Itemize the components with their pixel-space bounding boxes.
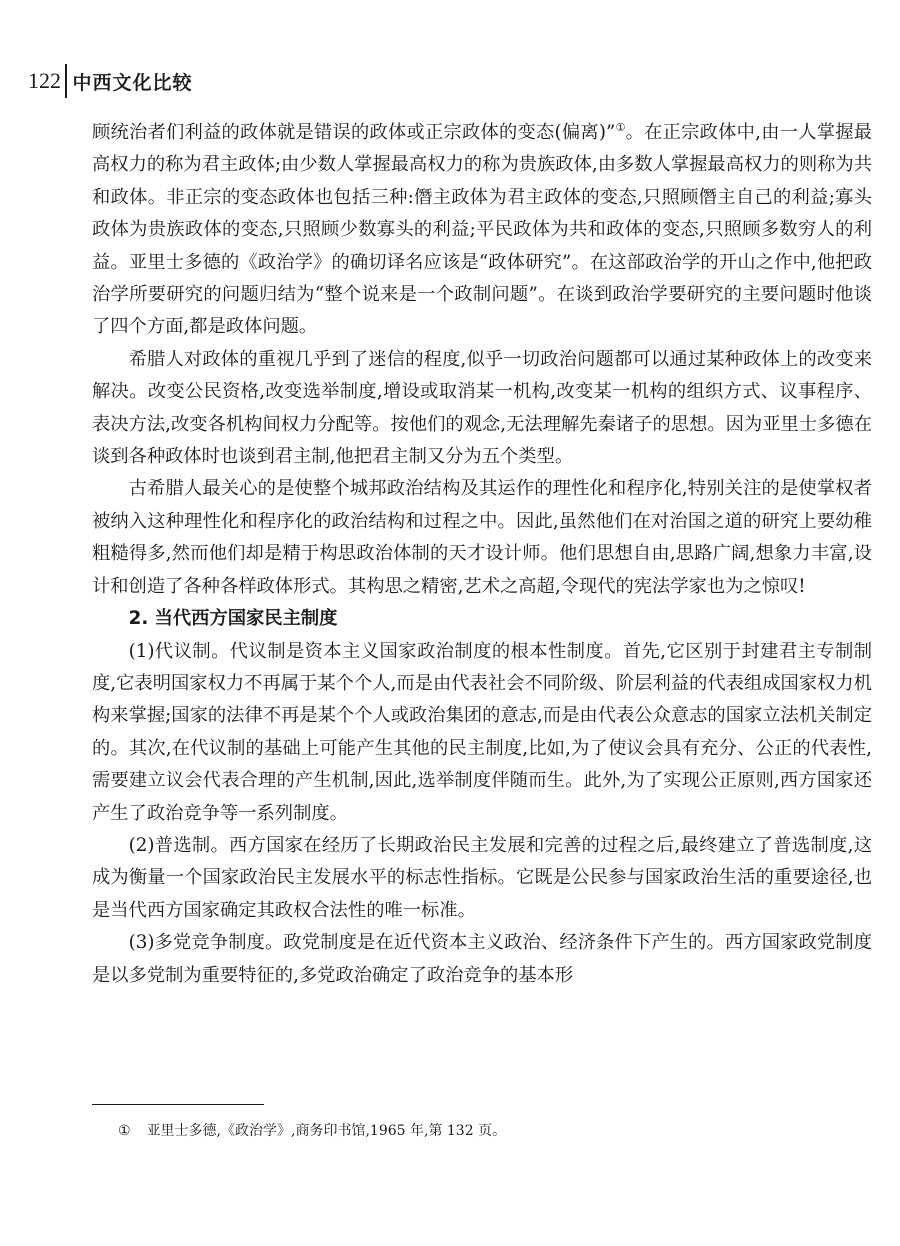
footnote-reference: ① [615, 120, 626, 134]
footnote-text: 亚里士多德,《政治学》,商务印书馆,1965 年,第 132 页。 [146, 1123, 507, 1139]
page-number: 122 [28, 68, 61, 93]
paragraph-2: 希腊人对政体的重视几乎到了迷信的程度,似乎一切政治问题都可以通过某种政体上的改变来解决。改变公民资格,改变选举制度,增设或取消某一机构,改变某一机构的组织方式、议事程序、表决方法,改变各机构间权力分配等。按他们的观念,无法理解先秦诸子的思想。因为亚里士多德在谈到各种政体时也谈到君主制,他把君主制又分为五个类型。 [92, 348, 872, 468]
body-text [92, 117, 872, 992]
paragraph-3: 古希腊人最关心的是使整个城邦政治结构及其运作的理性化和程序化,特别关注的是使掌权者被纳入这种理性化和程序化的政治结构和过程之中。因此,虽然他们在对治国之道的研究上要幼稚粗糙得多,然而他们却是精于构思政治体制的天才设计师。他们思想自由,思路广阔,想象力丰富,设计和创造了各种各样政体形式。其构思之精密,艺术之高超,令现代的宪法学家也为之惊叹! [92, 478, 872, 597]
footnote-marker: ① [118, 1123, 131, 1139]
footnote-divider [92, 1104, 264, 1105]
running-header [28, 64, 193, 98]
section-heading: 2. 当代西方国家民主制度 [128, 608, 338, 630]
paragraph-1-text: 顾统治者们利益的政体就是错误的政体或正宗政体的变态(偏离)” [92, 122, 616, 143]
paragraph-6: (3)多党竞争制度。政党制度是在近代资本主义政治、经济条件下产生的。西方国家政党制度是以多党制为重要特征的,多党政治确定了政治竞争的基本形 [92, 932, 872, 986]
paragraph-1 [92, 117, 872, 344]
paragraph-4: (1)代议制。代议制是资本主义国家政治制度的根本性制度。首先,它区别于封建君主专制制度,它表明国家权力不再属于某个个人,而是由代表社会不同阶级、阶层利益的代表组成国家权力机构来掌握;国家的法律不再是某个个人或政治集团的意志,而是由代表公众意志的国家立法机关制定的。其次,在代议制的基础上可能产生其他的民主制度,比如,为了使议会具有充分、公正的代表性,需要建立议会代表合理的产生机制,因此,选举制度伴随而生。此外,为了实现公正原则,西方国家还产生了政治竞争等一系列制度。 [92, 640, 872, 824]
header-divider [65, 64, 67, 98]
footnote [118, 1121, 506, 1141]
book-title: 中西文化比较 [72, 71, 193, 94]
paragraph-5: (2)普选制。西方国家在经历了长期政治民主发展和完善的过程之后,最终建立了普选制度,这成为衡量一个国家政治民主发展水平的标志性指标。它既是公民参与国家政治生活的重要途径,也是当代西方国家确定其政权合法性的唯一标准。 [92, 834, 872, 921]
paragraph-1-rest: 。在正宗政体中,由一人掌握最高权力的称为君主政体;由少数人掌握最高权力的称为贵族政体,由多数人掌握最高权力的则称为共和政体。非正宗的变态政体也包括三种:僭主政体为君主政体的变态,只照顾僭主自己的利益;寡头政体为贵族政体的变态,只照顾少数寡头的利益;平民政体为共和政体的变态,只照顾多数穷人的利益。亚里士多德的《政治学》的确切译名应该是“政体研究”。在这部政治学的开山之作中,他把政治学所要研究的问题归结为“整个说来是一个政制问题”。在谈到政治学要研究的主要问题时他谈了四个方面,都是政体问题。 [92, 122, 872, 338]
